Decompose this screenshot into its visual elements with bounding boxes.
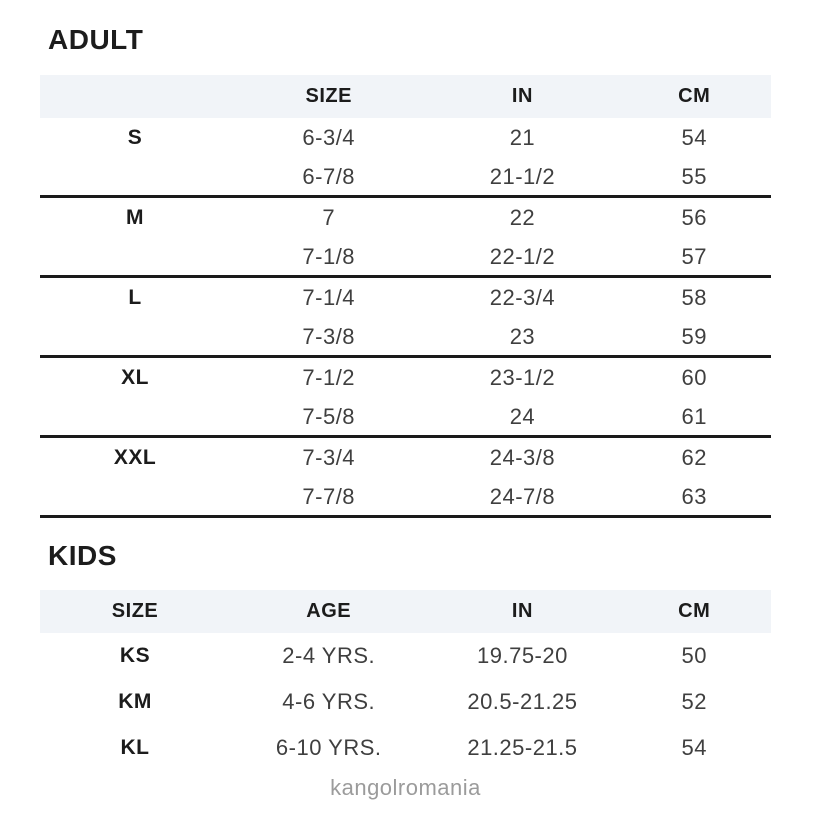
kids-size-table xyxy=(40,590,771,771)
age-value: 6-10 YRS. xyxy=(275,735,382,760)
adult-size-row xyxy=(40,438,771,478)
kids-section-heading: KIDS xyxy=(48,540,117,571)
inches-value: 22-1/2 xyxy=(489,243,556,269)
kids-header-row xyxy=(40,590,771,633)
size-value: 7-3/4 xyxy=(302,445,356,470)
size-value: 6-3/4 xyxy=(302,125,356,150)
age-value: 2-4 YRS. xyxy=(282,643,376,668)
size-value: 6-7/8 xyxy=(302,163,356,189)
inches-value: 23-1/2 xyxy=(489,365,556,390)
cm-value: 61 xyxy=(681,403,707,429)
cm-value: 60 xyxy=(681,365,707,390)
adult-size-row xyxy=(40,478,771,518)
cm-value: 54 xyxy=(681,125,707,150)
age-value: 4-6 YRS. xyxy=(282,689,376,714)
size-value: 7-5/8 xyxy=(302,403,356,429)
kids-column-header: SIZE xyxy=(111,600,159,622)
kids-column-header: IN xyxy=(511,600,533,622)
kids-size-label: KM xyxy=(118,690,152,713)
cm-value: 56 xyxy=(681,205,707,230)
inches-value: 24-7/8 xyxy=(489,483,556,509)
adult-size-row xyxy=(40,318,771,358)
size-group-label: XXL xyxy=(113,446,157,469)
adult-column-header: SIZE xyxy=(305,85,352,107)
adult-section-heading: ADULT xyxy=(48,24,144,55)
cm-value: 63 xyxy=(681,483,707,509)
adult-size-row xyxy=(40,198,771,238)
adult-size-row xyxy=(40,118,771,158)
size-value: 7 xyxy=(322,205,336,230)
cm-value: 57 xyxy=(681,243,707,269)
inches-value: 24 xyxy=(509,403,536,429)
adult-size-row xyxy=(40,158,771,198)
size-group-label: M xyxy=(126,206,145,229)
kids-size-label: KS xyxy=(119,644,151,667)
inches-value: 19.75-20 xyxy=(477,643,568,668)
size-value: 7-1/2 xyxy=(302,365,356,390)
inches-value: 22-3/4 xyxy=(489,285,556,310)
kids-size-label: KL xyxy=(120,736,150,759)
cm-value: 59 xyxy=(681,323,707,349)
cm-value: 55 xyxy=(681,163,707,189)
cm-value: 54 xyxy=(681,735,707,760)
size-group-label: XL xyxy=(121,366,149,389)
size-group-label: S xyxy=(127,126,143,149)
inches-value: 20.5-21.25 xyxy=(467,689,578,714)
adult-column-header: CM xyxy=(678,85,711,107)
kids-column-header: CM xyxy=(678,600,711,622)
adult-header-row xyxy=(40,75,771,118)
size-value: 7-1/4 xyxy=(302,285,356,310)
adult-size-row xyxy=(40,398,771,438)
inches-value: 23 xyxy=(509,323,536,349)
kids-size-row xyxy=(40,725,771,771)
cm-value: 62 xyxy=(681,445,707,470)
inches-value: 22 xyxy=(509,205,536,230)
inches-value: 21-1/2 xyxy=(489,163,556,189)
inches-value: 21 xyxy=(509,125,536,150)
adult-size-table xyxy=(40,75,771,518)
inches-value: 24-3/8 xyxy=(489,445,556,470)
cm-value: 50 xyxy=(681,643,707,668)
adult-column-header: IN xyxy=(511,85,533,107)
adult-size-row xyxy=(40,358,771,398)
inches-value: 21.25-21.5 xyxy=(467,735,578,760)
cm-value: 58 xyxy=(681,285,707,310)
size-value: 7-7/8 xyxy=(302,483,356,509)
kids-column-header: AGE xyxy=(306,600,352,622)
watermark-text: kangolromania xyxy=(330,775,481,800)
cm-value: 52 xyxy=(681,689,707,714)
kids-size-row xyxy=(40,633,771,679)
size-group-label: L xyxy=(128,286,142,309)
adult-size-row xyxy=(40,278,771,318)
size-value: 7-1/8 xyxy=(302,243,356,269)
kids-size-row xyxy=(40,679,771,725)
adult-size-row xyxy=(40,238,771,278)
size-value: 7-3/8 xyxy=(302,323,356,349)
